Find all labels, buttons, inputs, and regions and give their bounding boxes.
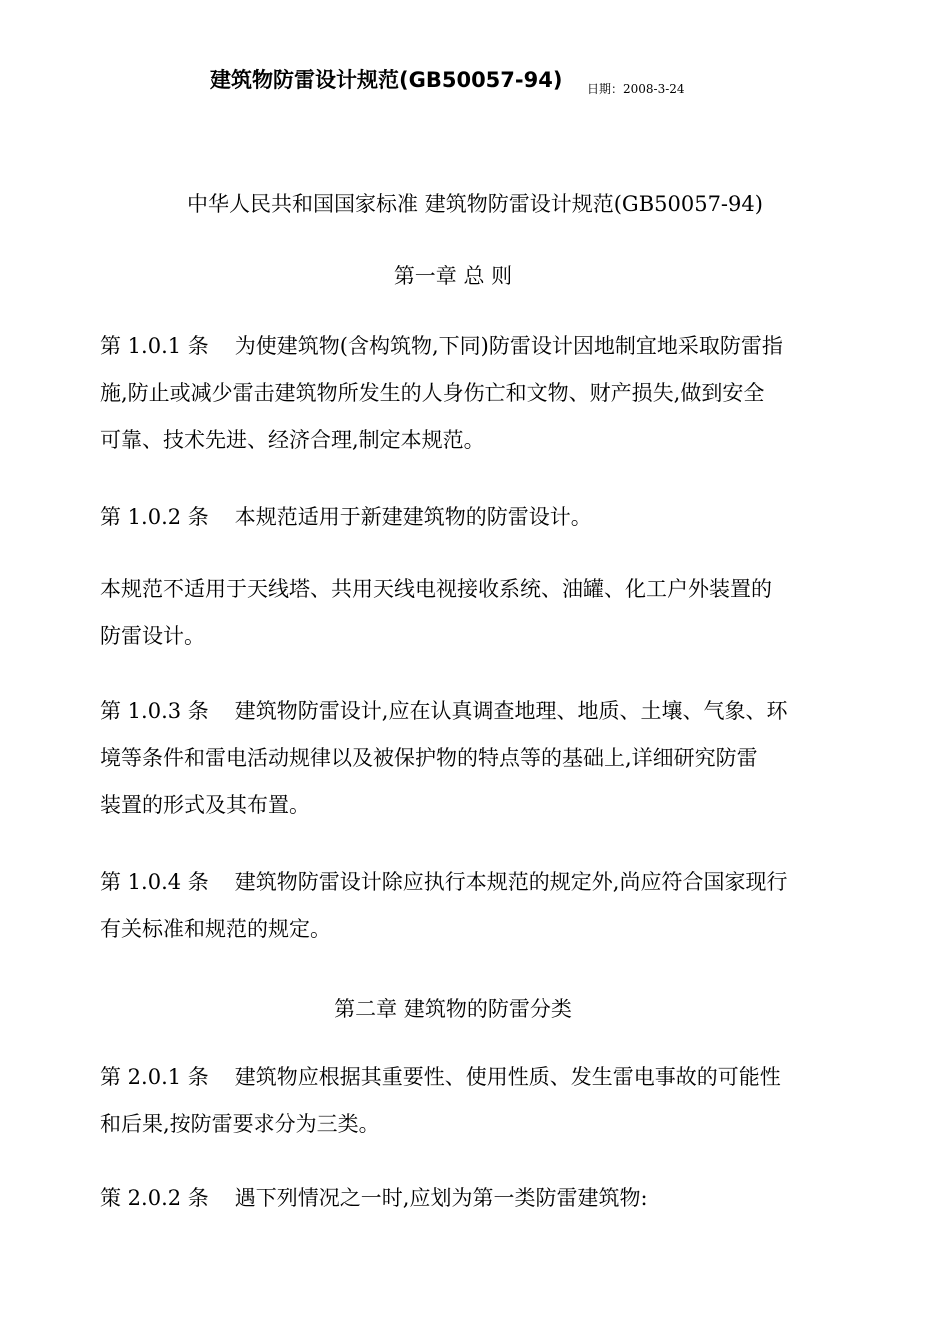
article-text-line: 有关标准和规范的规定。 — [100, 917, 331, 941]
article-text-line: 遇下列情况之一时,应划为第一类防雷建筑物: — [234, 1186, 648, 1210]
chapter-1-title: 第一章 总 则 — [393, 264, 513, 288]
article-1-0-2 — [100, 494, 810, 541]
document-header-title: 建筑物防雷设计规范(GB50057-94) — [210, 68, 563, 92]
article-text-line: 为使建筑物(含构筑物,下同)防雷设计因地制宜地采取防雷指 — [234, 334, 783, 358]
article-2-0-2 — [100, 1175, 810, 1222]
article-number: 第 1.0.2 条 — [100, 505, 209, 529]
article-number: 策 2.0.2 条 — [100, 1186, 209, 1210]
article-text-line: 境等条件和雷电活动规律以及被保护物的特点等的基础上,详细研究防雷 — [100, 746, 758, 770]
article-text-line: 建筑物防雷设计,应在认真调查地理、地质、土壤、气象、环 — [234, 699, 788, 723]
article-1-0-2-note — [100, 566, 810, 660]
article-1-0-1 — [100, 323, 810, 464]
article-2-0-1 — [100, 1054, 810, 1148]
chapter-2-title: 第二章 建筑物的防雷分类 — [334, 997, 572, 1021]
article-number: 第 1.0.4 条 — [100, 870, 209, 894]
article-text-line: 防雷设计。 — [100, 624, 205, 648]
article-number: 第 2.0.1 条 — [100, 1065, 209, 1089]
article-number: 第 1.0.3 条 — [100, 699, 209, 723]
article-text-line: 建筑物应根据其重要性、使用性质、发生雷电事故的可能性 — [234, 1065, 781, 1089]
document-title: 中华人民共和国国家标准 建筑物防雷设计规范(GB50057-94) — [187, 192, 763, 216]
article-text-line: 和后果,按防雷要求分为三类。 — [100, 1112, 380, 1136]
article-text-line: 本规范不适用于天线塔、共用天线电视接收系统、油罐、化工户外装置的 — [100, 577, 772, 601]
article-1-0-4 — [100, 859, 810, 953]
article-1-0-3 — [100, 688, 810, 829]
article-text-line: 建筑物防雷设计除应执行本规范的规定外,尚应符合国家现行 — [234, 870, 788, 894]
document-date: 日期：2008-3-24 — [587, 82, 685, 96]
article-text-line: 本规范适用于新建建筑物的防雷设计。 — [234, 505, 592, 529]
article-number: 第 1.0.1 条 — [100, 334, 209, 358]
article-text-line: 装置的形式及其布置。 — [100, 793, 310, 817]
article-text-line: 施,防止或减少雷击建筑物所发生的人身伤亡和文物、财产损失,做到安全 — [100, 381, 765, 405]
article-text-line: 可靠、技术先进、经济合理,制定本规范。 — [100, 428, 485, 452]
